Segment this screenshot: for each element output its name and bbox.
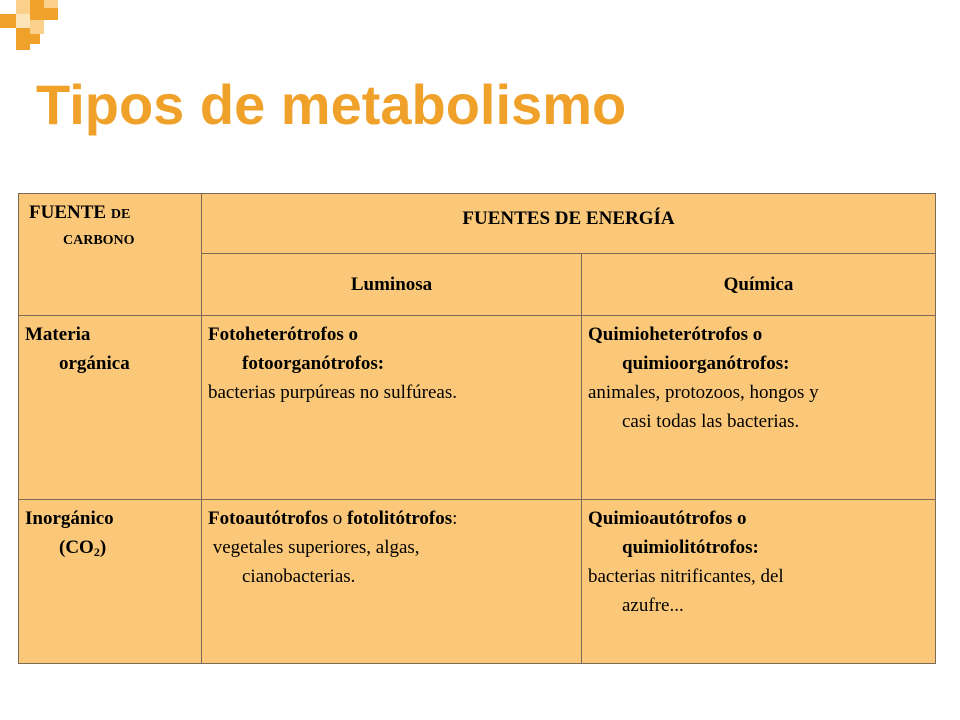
cell-text: animales, protozoos, hongos y [588,382,819,403]
cell-fotoautotrofos [202,500,582,664]
deco-square [16,14,30,28]
cell-text: azufre... [622,595,684,616]
co2-prefix: (CO [59,537,94,558]
deco-square [44,8,58,20]
cell-text: vegetales superiores, algas, [208,537,420,558]
cell-quimioautotrofos [582,500,936,664]
cell-text: bacterias nitrificantes, del [588,566,784,587]
deco-square [0,14,16,28]
cell-text: casi todas las bacterias. [622,411,800,432]
cell-title: quimioorganótrofos: [622,353,790,374]
deco-square [16,28,30,50]
cell-text: bacterias purpúreas no sulfúreas. [208,382,458,403]
cell-title: Quimioautótrofos o [588,508,747,529]
row-inorganico [19,500,936,664]
deco-square [30,34,40,44]
fuente-word: FUENTE [29,202,107,223]
slide-title: Tipos de metabolismo [36,73,627,136]
deco-square [30,20,44,34]
header-fuente-carbono [19,194,202,316]
row-label-line: Materia [25,324,91,345]
header-quimica: Química [582,254,936,316]
corner-decoration [0,0,80,60]
cell-title: Fotoheterótrofos o [208,324,359,345]
cell-title-connector: o [327,508,347,529]
co2-subscript: 2 [93,545,100,559]
cell-title: fotolitótrofos [346,508,453,529]
cell-title: fotoorganótrofos: [242,353,385,374]
co2-suffix: ) [99,537,107,558]
row-materia-organica [19,316,936,500]
cell-text: cianobacterias. [242,566,356,587]
deco-square [30,0,44,20]
de-word: DE [110,207,131,222]
header-fuentes-energia: FUENTES DE ENERGÍA [202,194,936,254]
deco-square [44,0,58,8]
row-label-co2 [25,533,195,562]
cell-title: quimiolitótrofos: [622,537,759,558]
row-label-line: orgánica [59,353,130,374]
header-luminosa: Luminosa [202,254,582,316]
cell-title-colon: : [452,508,458,529]
header-row [19,194,936,254]
cell-quimioheterotrofos [582,316,936,500]
carbono-word: CARBONO [63,233,135,248]
cell-title: Quimioheterótrofos o [588,324,763,345]
deco-square [16,0,30,14]
cell-title-line [208,504,575,533]
row-label-inorganico [19,500,202,664]
cell-fotoheterotrofos [202,316,582,500]
metabolism-table [18,193,936,664]
row-label-materia-organica [19,316,202,500]
cell-title: Fotoautótrofos [208,508,328,529]
row-label-line: Inorgánico [25,508,114,529]
